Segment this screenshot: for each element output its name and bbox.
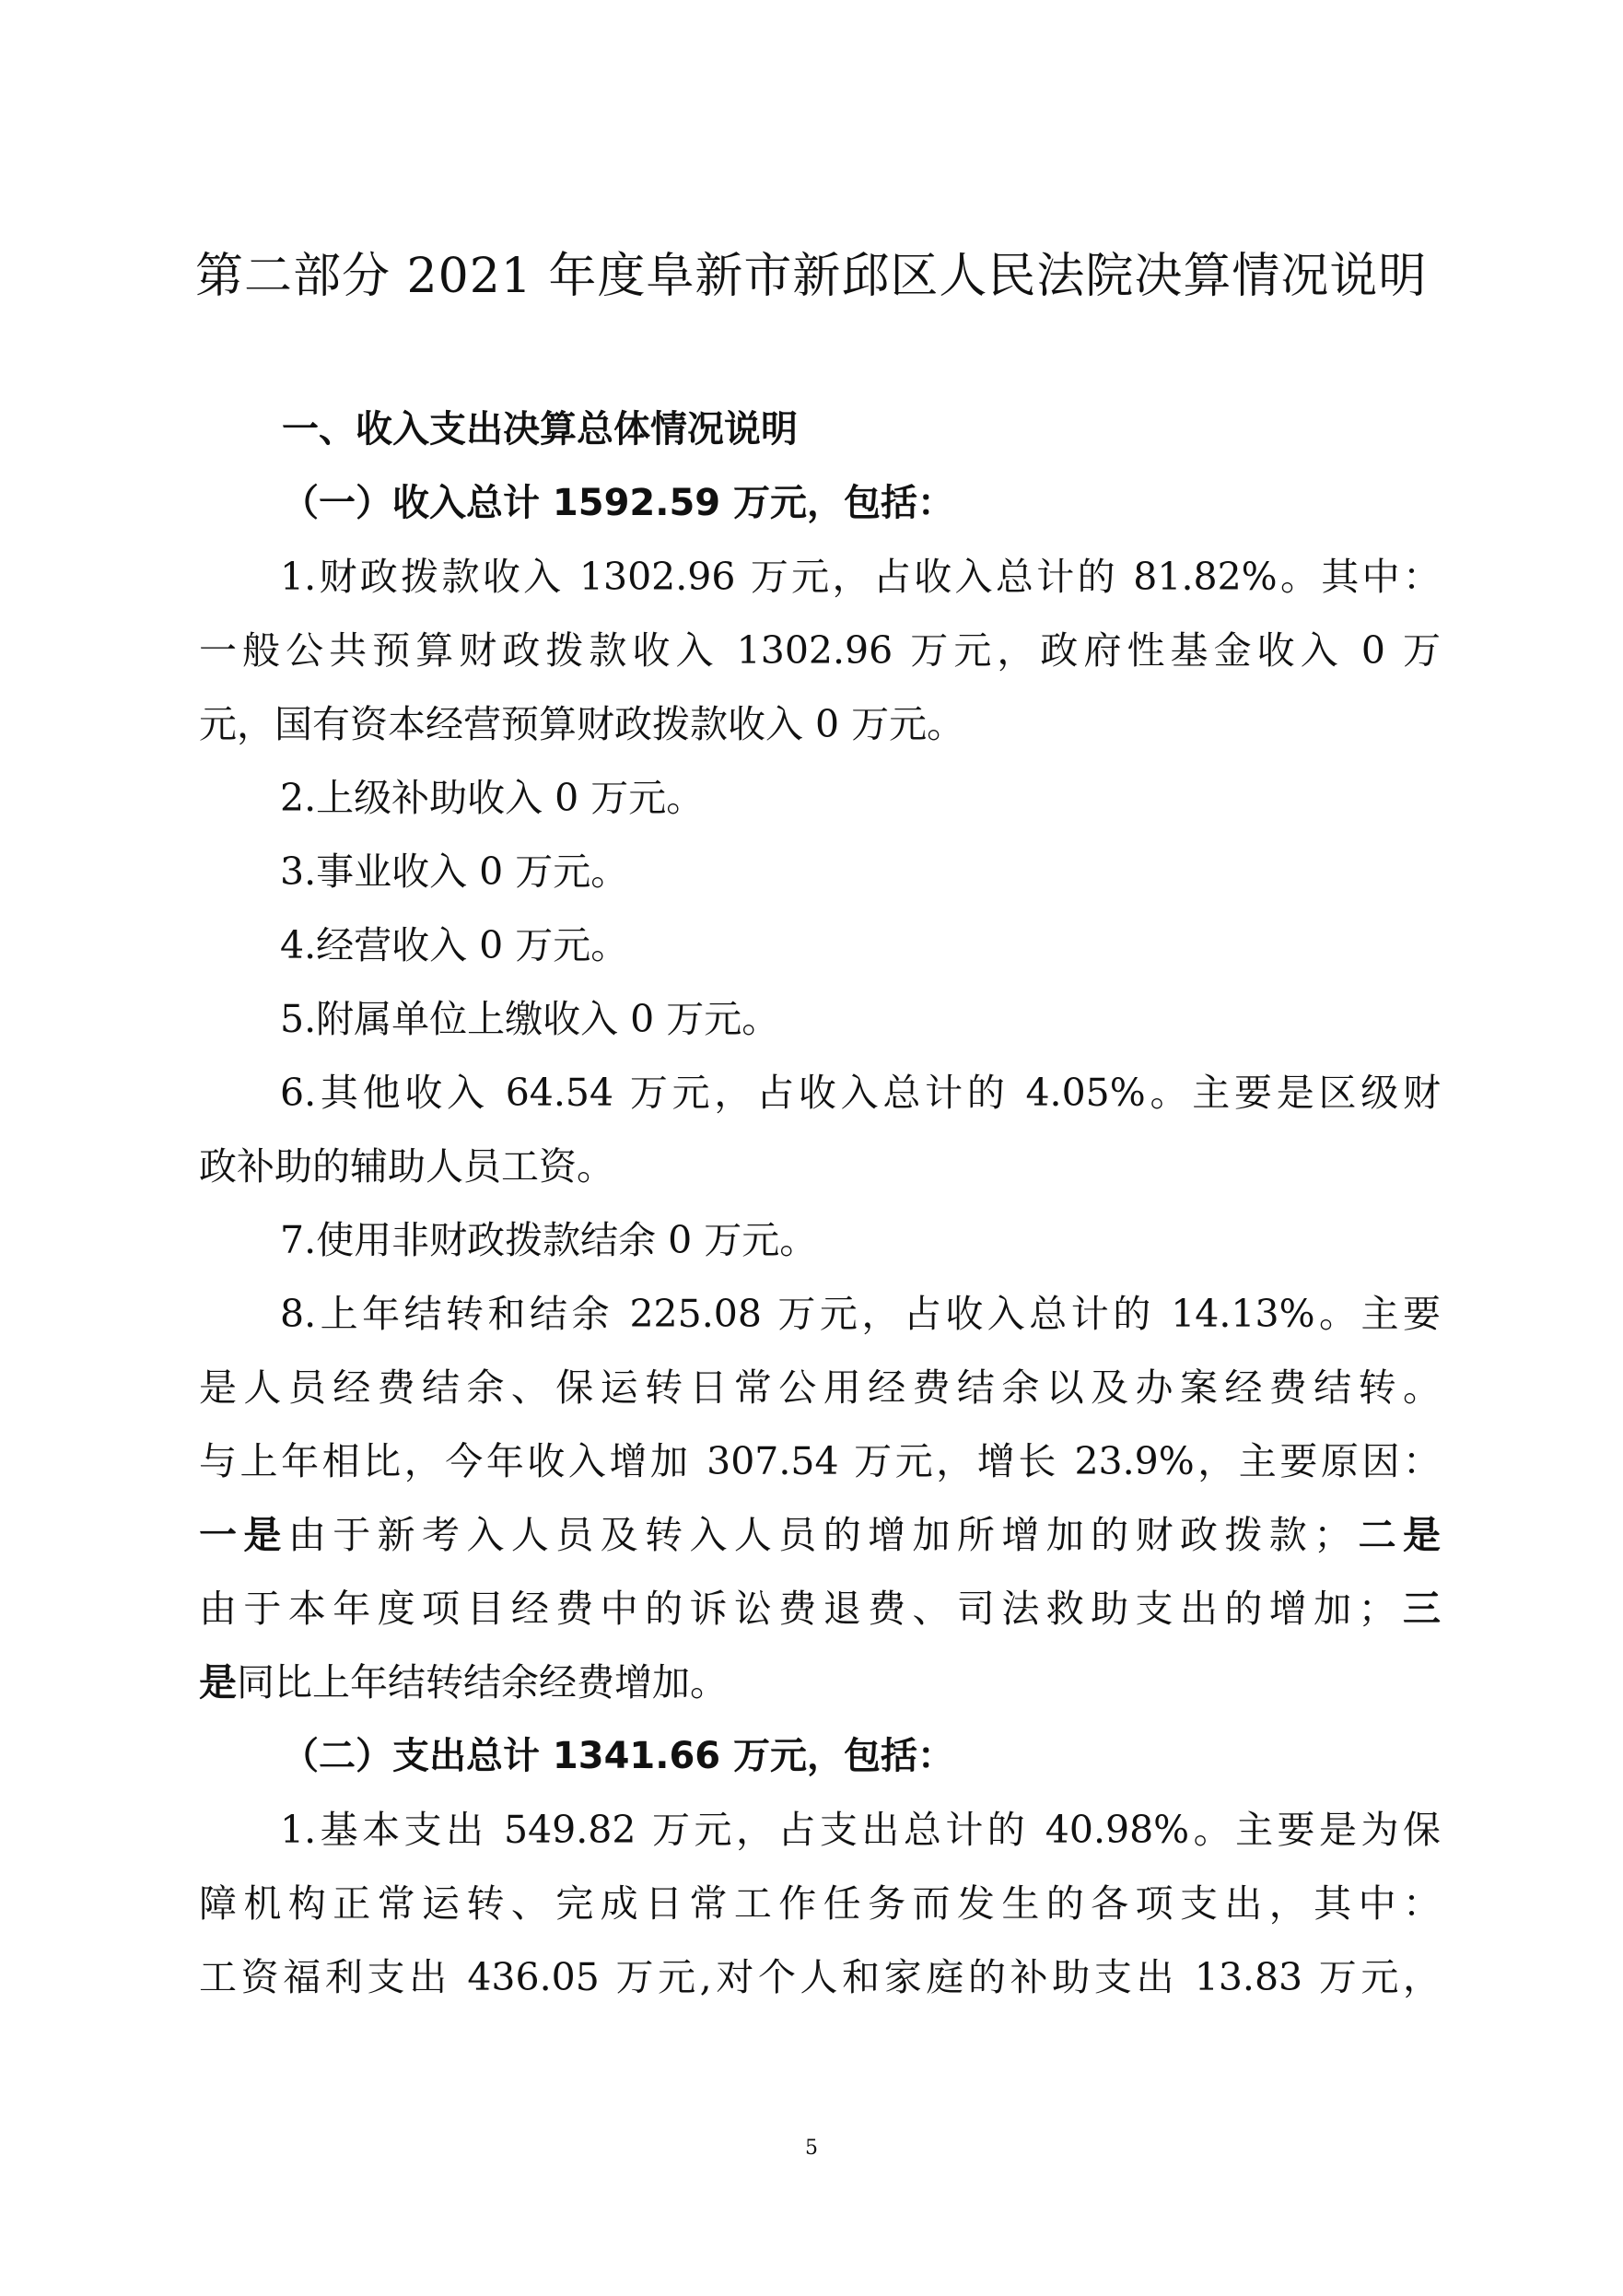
reason-line-3 — [199, 1646, 1441, 1719]
income-line-state-capital: 元，国有资本经营预算财政拨款收入 0 万元。 — [199, 702, 965, 746]
income-line-general-budget: 一般公共预算财政拨款收入 1302.96 万元，政府性基金收入 0 万 — [199, 628, 1441, 673]
expense-line-basic-purpose: 障机构正常运转、完成日常工作任务而发生的各项支出，其中： — [199, 1881, 1441, 1926]
reason-line-2 — [199, 1572, 1441, 1646]
reason-1-marker: 一是 — [199, 1513, 288, 1557]
expense-total-heading: （二）支出总计 1341.66 万元，包括： — [282, 1735, 955, 1777]
income-line-year-comparison: 与上年相比，今年收入增加 307.54 万元，增长 23.9%，主要原因： — [199, 1439, 1441, 1483]
income-line-other-income: 6.其他收入 64.54 万元，占收入总计的 4.05%。主要是区级财 — [280, 1071, 1441, 1115]
document-body — [199, 392, 1441, 2014]
reason-2-marker: 二是 — [1351, 1513, 1441, 1557]
income-line-fiscal-appropriation: 1.财政拨款收入 1302.96 万元，占收入总计的 81.82%。其中： — [280, 555, 1441, 599]
income-line-superior-subsidy: 2.上级补助收入 0 万元。 — [280, 776, 705, 820]
section-heading-income-expense-overview: 一、收入支出决算总体情况说明 — [282, 408, 798, 451]
income-line-carryover-detail: 是人员经费结余、保运转日常公用经费结余以及办案经费结转。 — [199, 1365, 1441, 1410]
reason-2-text: 由于本年度项目经费中的诉讼费退费、司法救助支出的增加； — [199, 1587, 1396, 1631]
income-line-operating-income: 4.经营收入 0 万元。 — [280, 923, 629, 967]
expense-line-basic: 1.基本支出 549.82 万元，占支出总计的 40.98%。主要是为保 — [280, 1808, 1441, 1852]
income-line-prior-year-carryover: 8.上年结转和结余 225.08 万元，占收入总计的 14.13%。主要 — [280, 1292, 1441, 1336]
reason-3-text: 同比上年结转结余经费增加。 — [237, 1660, 728, 1704]
reason-3-marker-start: 三 — [1395, 1587, 1441, 1631]
income-line-non-fiscal-balance: 7.使用非财政拨款结余 0 万元。 — [280, 1218, 818, 1262]
page-number: 5 — [805, 2137, 818, 2160]
expense-line-wages-subsidies: 工资福利支出 436.05 万元,对个人和家庭的补助支出 13.83 万元， — [199, 1955, 1441, 1999]
document-title: 第二部分 2021 年度阜新市新邱区人民法院决算情况说明 — [195, 249, 1428, 304]
reason-3-marker-end: 是 — [199, 1660, 237, 1704]
income-line-other-income-cont: 政补助的辅助人员工资。 — [199, 1144, 614, 1189]
income-total-heading: （一）收入总计 1592.59 万元，包括： — [282, 482, 955, 524]
reason-1-text: 由于新考入人员及转入人员的增加所增加的财政拨款； — [287, 1513, 1352, 1557]
income-line-business-income: 3.事业收入 0 万元。 — [280, 849, 629, 894]
income-line-affiliated-units: 5.附属单位上缴收入 0 万元。 — [280, 997, 780, 1041]
reason-line-1 — [199, 1498, 1441, 1572]
